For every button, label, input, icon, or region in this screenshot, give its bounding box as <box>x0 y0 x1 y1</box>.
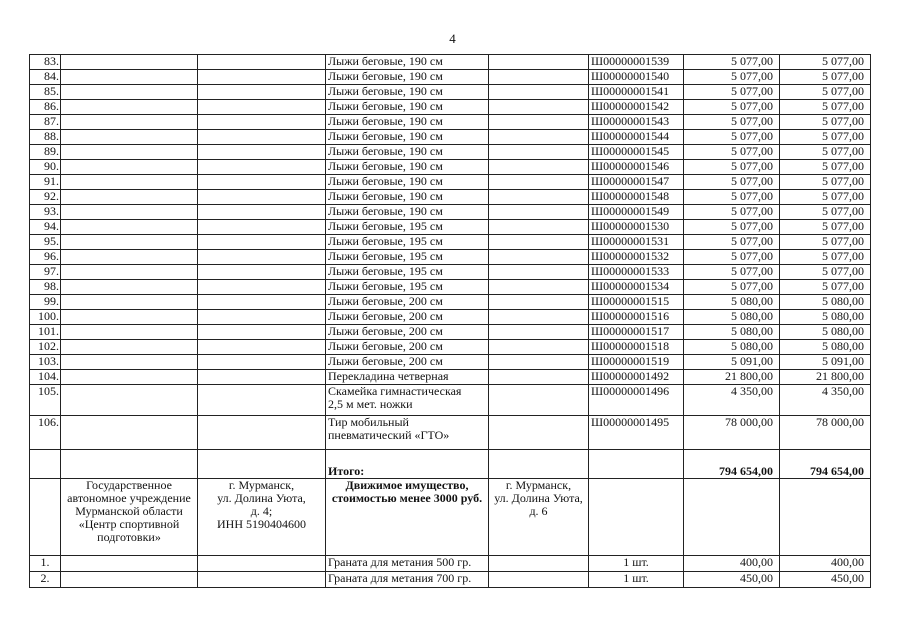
item-price: 78 000,00 <box>684 416 780 450</box>
page-number: 4 <box>449 31 456 46</box>
item-total: 5 077,00 <box>780 130 871 145</box>
item-name: Лыжи беговые, 195 см <box>326 265 489 280</box>
item-price: 5 077,00 <box>684 160 780 175</box>
item-total: 5 077,00 <box>780 55 871 70</box>
item-price: 450,00 <box>684 572 780 588</box>
table-row <box>30 100 871 115</box>
table-row-105 <box>30 385 871 416</box>
item-name: Лыжи беговые, 190 см <box>326 85 489 100</box>
item-total: 5 077,00 <box>780 220 871 235</box>
table-row-106 <box>30 416 871 450</box>
table-row <box>30 220 871 235</box>
table-row <box>30 355 871 370</box>
table-row <box>30 265 871 280</box>
item-name: Тир мобильный пневматический «ГТО» <box>326 416 489 450</box>
table-row <box>30 55 871 70</box>
inventory-code: Ш00000001533 <box>589 265 684 280</box>
inventory-code: Ш00000001516 <box>589 310 684 325</box>
item-name: Лыжи беговые, 190 см <box>326 205 489 220</box>
table-row-item-2 <box>30 572 871 588</box>
row-number: 98. <box>30 280 61 295</box>
item-total: 450,00 <box>780 572 871 588</box>
row-number: 105. <box>30 385 61 416</box>
inventory-code: Ш00000001515 <box>589 295 684 310</box>
item-name: Лыжи беговые, 200 см <box>326 355 489 370</box>
inventory-code: Ш00000001548 <box>589 190 684 205</box>
row-number: 97. <box>30 265 61 280</box>
item-total: 5 080,00 <box>780 325 871 340</box>
inventory-code: Ш00000001546 <box>589 160 684 175</box>
item-name: Лыжи беговые, 200 см <box>326 310 489 325</box>
item-price: 5 077,00 <box>684 85 780 100</box>
row-number: 99. <box>30 295 61 310</box>
item-total: 5 077,00 <box>780 160 871 175</box>
item-price: 5 077,00 <box>684 220 780 235</box>
item-name: Перекладина четверная <box>326 370 489 385</box>
inventory-code: Ш00000001518 <box>589 340 684 355</box>
item-total: 5 077,00 <box>780 250 871 265</box>
organization-address: г. Мурманск, ул. Долина Уюта, д. 4; ИНН 5190404600 <box>198 479 326 556</box>
item-total: 21 800,00 <box>780 370 871 385</box>
row-number: 92. <box>30 190 61 205</box>
property-location: г. Мурманск, ул. Долина Уюта, д. 6 <box>489 479 589 556</box>
item-name: Лыжи беговые, 195 см <box>326 235 489 250</box>
item-name: Лыжи беговые, 190 см <box>326 145 489 160</box>
item-quantity: 1 шт. <box>589 572 684 588</box>
table-row <box>30 175 871 190</box>
inventory-code: Ш00000001541 <box>589 85 684 100</box>
table-row <box>30 250 871 265</box>
item-total: 5 077,00 <box>780 190 871 205</box>
item-price: 5 077,00 <box>684 235 780 250</box>
item-name: Лыжи беговые, 190 см <box>326 190 489 205</box>
item-name: Лыжи беговые, 195 см <box>326 280 489 295</box>
inventory-code: Ш00000001496 <box>589 385 684 416</box>
item-total: 78 000,00 <box>780 416 871 450</box>
inventory-code: Ш00000001532 <box>589 250 684 265</box>
item-price: 5 077,00 <box>684 250 780 265</box>
totals-price: 794 654,00 <box>684 450 780 479</box>
inventory-code: Ш00000001543 <box>589 115 684 130</box>
inventory-code: Ш00000001549 <box>589 205 684 220</box>
row-number: 96. <box>30 250 61 265</box>
row-number: 103. <box>30 355 61 370</box>
table-row <box>30 295 871 310</box>
item-name: Лыжи беговые, 195 см <box>326 220 489 235</box>
organization-row <box>30 479 871 556</box>
item-name: Лыжи беговые, 200 см <box>326 325 489 340</box>
row-number: 89. <box>30 145 61 160</box>
item-price: 5 091,00 <box>684 355 780 370</box>
property-category: Движимое имущество, стоимостью менее 3000 руб. <box>326 479 489 556</box>
table-row <box>30 160 871 175</box>
row-number: 101. <box>30 325 61 340</box>
item-name: Лыжи беговые, 190 см <box>326 55 489 70</box>
inventory-code: Ш00000001544 <box>589 130 684 145</box>
inventory-code: Ш00000001534 <box>589 280 684 295</box>
inventory-code: Ш00000001545 <box>589 145 684 160</box>
row-number: 100. <box>30 310 61 325</box>
table-row <box>30 370 871 385</box>
row-number: 88. <box>30 130 61 145</box>
item-price: 5 080,00 <box>684 295 780 310</box>
table-row <box>30 280 871 295</box>
inventory-code: Ш00000001517 <box>589 325 684 340</box>
item-total: 5 080,00 <box>780 295 871 310</box>
table-row <box>30 310 871 325</box>
table-row <box>30 325 871 340</box>
item-price: 5 080,00 <box>684 325 780 340</box>
item-price: 5 077,00 <box>684 265 780 280</box>
row-number: 87. <box>30 115 61 130</box>
item-price: 5 077,00 <box>684 190 780 205</box>
inventory-code: Ш00000001519 <box>589 355 684 370</box>
item-price: 21 800,00 <box>684 370 780 385</box>
table-row <box>30 205 871 220</box>
table-row <box>30 145 871 160</box>
inventory-table <box>29 54 871 588</box>
inventory-code: Ш00000001492 <box>589 370 684 385</box>
item-name: Лыжи беговые, 190 см <box>326 175 489 190</box>
item-name: Лыжи беговые, 190 см <box>326 130 489 145</box>
table-row <box>30 70 871 85</box>
row-number: 84. <box>30 70 61 85</box>
item-name: Лыжи беговые, 200 см <box>326 340 489 355</box>
inventory-code: Ш00000001547 <box>589 175 684 190</box>
row-number: 102. <box>30 340 61 355</box>
item-price: 4 350,00 <box>684 385 780 416</box>
item-quantity: 1 шт. <box>589 556 684 572</box>
row-number: 95. <box>30 235 61 250</box>
item-name: Лыжи беговые, 200 см <box>326 295 489 310</box>
row-number: 94. <box>30 220 61 235</box>
item-name: Граната для метания 700 гр. <box>326 572 489 588</box>
item-total: 5 080,00 <box>780 340 871 355</box>
row-number: 93. <box>30 205 61 220</box>
item-total: 4 350,00 <box>780 385 871 416</box>
row-number: 86. <box>30 100 61 115</box>
item-total: 5 077,00 <box>780 280 871 295</box>
item-price: 5 077,00 <box>684 70 780 85</box>
item-total: 5 077,00 <box>780 205 871 220</box>
item-price: 5 077,00 <box>684 55 780 70</box>
item-name: Скамейка гимнастическая 2,5 м мет. ножки <box>326 385 489 416</box>
inventory-code: Ш00000001531 <box>589 235 684 250</box>
table-row <box>30 235 871 250</box>
item-name: Лыжи беговые, 190 см <box>326 100 489 115</box>
item-price: 5 077,00 <box>684 175 780 190</box>
item-price: 5 077,00 <box>684 130 780 145</box>
row-number: 1. <box>30 556 61 572</box>
item-name: Лыжи беговые, 190 см <box>326 115 489 130</box>
item-total: 5 077,00 <box>780 100 871 115</box>
table-row <box>30 115 871 130</box>
totals-total: 794 654,00 <box>780 450 871 479</box>
item-name: Лыжи беговые, 190 см <box>326 160 489 175</box>
item-name: Граната для метания 500 гр. <box>326 556 489 572</box>
item-total: 400,00 <box>780 556 871 572</box>
item-total: 5 077,00 <box>780 145 871 160</box>
table-body <box>30 55 871 588</box>
item-price: 5 077,00 <box>684 115 780 130</box>
item-total: 5 077,00 <box>780 70 871 85</box>
item-price: 5 077,00 <box>684 280 780 295</box>
item-total: 5 077,00 <box>780 235 871 250</box>
row-number: 85. <box>30 85 61 100</box>
row-number: 90. <box>30 160 61 175</box>
table-row-item-1 <box>30 556 871 572</box>
row-number: 91. <box>30 175 61 190</box>
inventory-code: Ш00000001495 <box>589 416 684 450</box>
inventory-code: Ш00000001539 <box>589 55 684 70</box>
organization-name: Государственное автономное учреждение Мурманской области «Центр спортивной подготовки» <box>61 479 198 556</box>
item-price: 5 080,00 <box>684 310 780 325</box>
totals-row <box>30 450 871 479</box>
table-row <box>30 190 871 205</box>
item-total: 5 077,00 <box>780 115 871 130</box>
item-price: 400,00 <box>684 556 780 572</box>
table-row <box>30 85 871 100</box>
item-price: 5 080,00 <box>684 340 780 355</box>
item-price: 5 077,00 <box>684 100 780 115</box>
row-number: 106. <box>30 416 61 450</box>
inventory-code: Ш00000001542 <box>589 100 684 115</box>
item-total: 5 077,00 <box>780 265 871 280</box>
item-total: 5 077,00 <box>780 175 871 190</box>
totals-label: Итого: <box>326 450 489 479</box>
item-total: 5 077,00 <box>780 85 871 100</box>
item-name: Лыжи беговые, 195 см <box>326 250 489 265</box>
row-number: 83. <box>30 55 61 70</box>
item-price: 5 077,00 <box>684 205 780 220</box>
table-row <box>30 130 871 145</box>
row-number: 2. <box>30 572 61 588</box>
item-total: 5 091,00 <box>780 355 871 370</box>
item-price: 5 077,00 <box>684 145 780 160</box>
inventory-code: Ш00000001530 <box>589 220 684 235</box>
row-number: 104. <box>30 370 61 385</box>
item-total: 5 080,00 <box>780 310 871 325</box>
inventory-code: Ш00000001540 <box>589 70 684 85</box>
table-row <box>30 340 871 355</box>
item-name: Лыжи беговые, 190 см <box>326 70 489 85</box>
